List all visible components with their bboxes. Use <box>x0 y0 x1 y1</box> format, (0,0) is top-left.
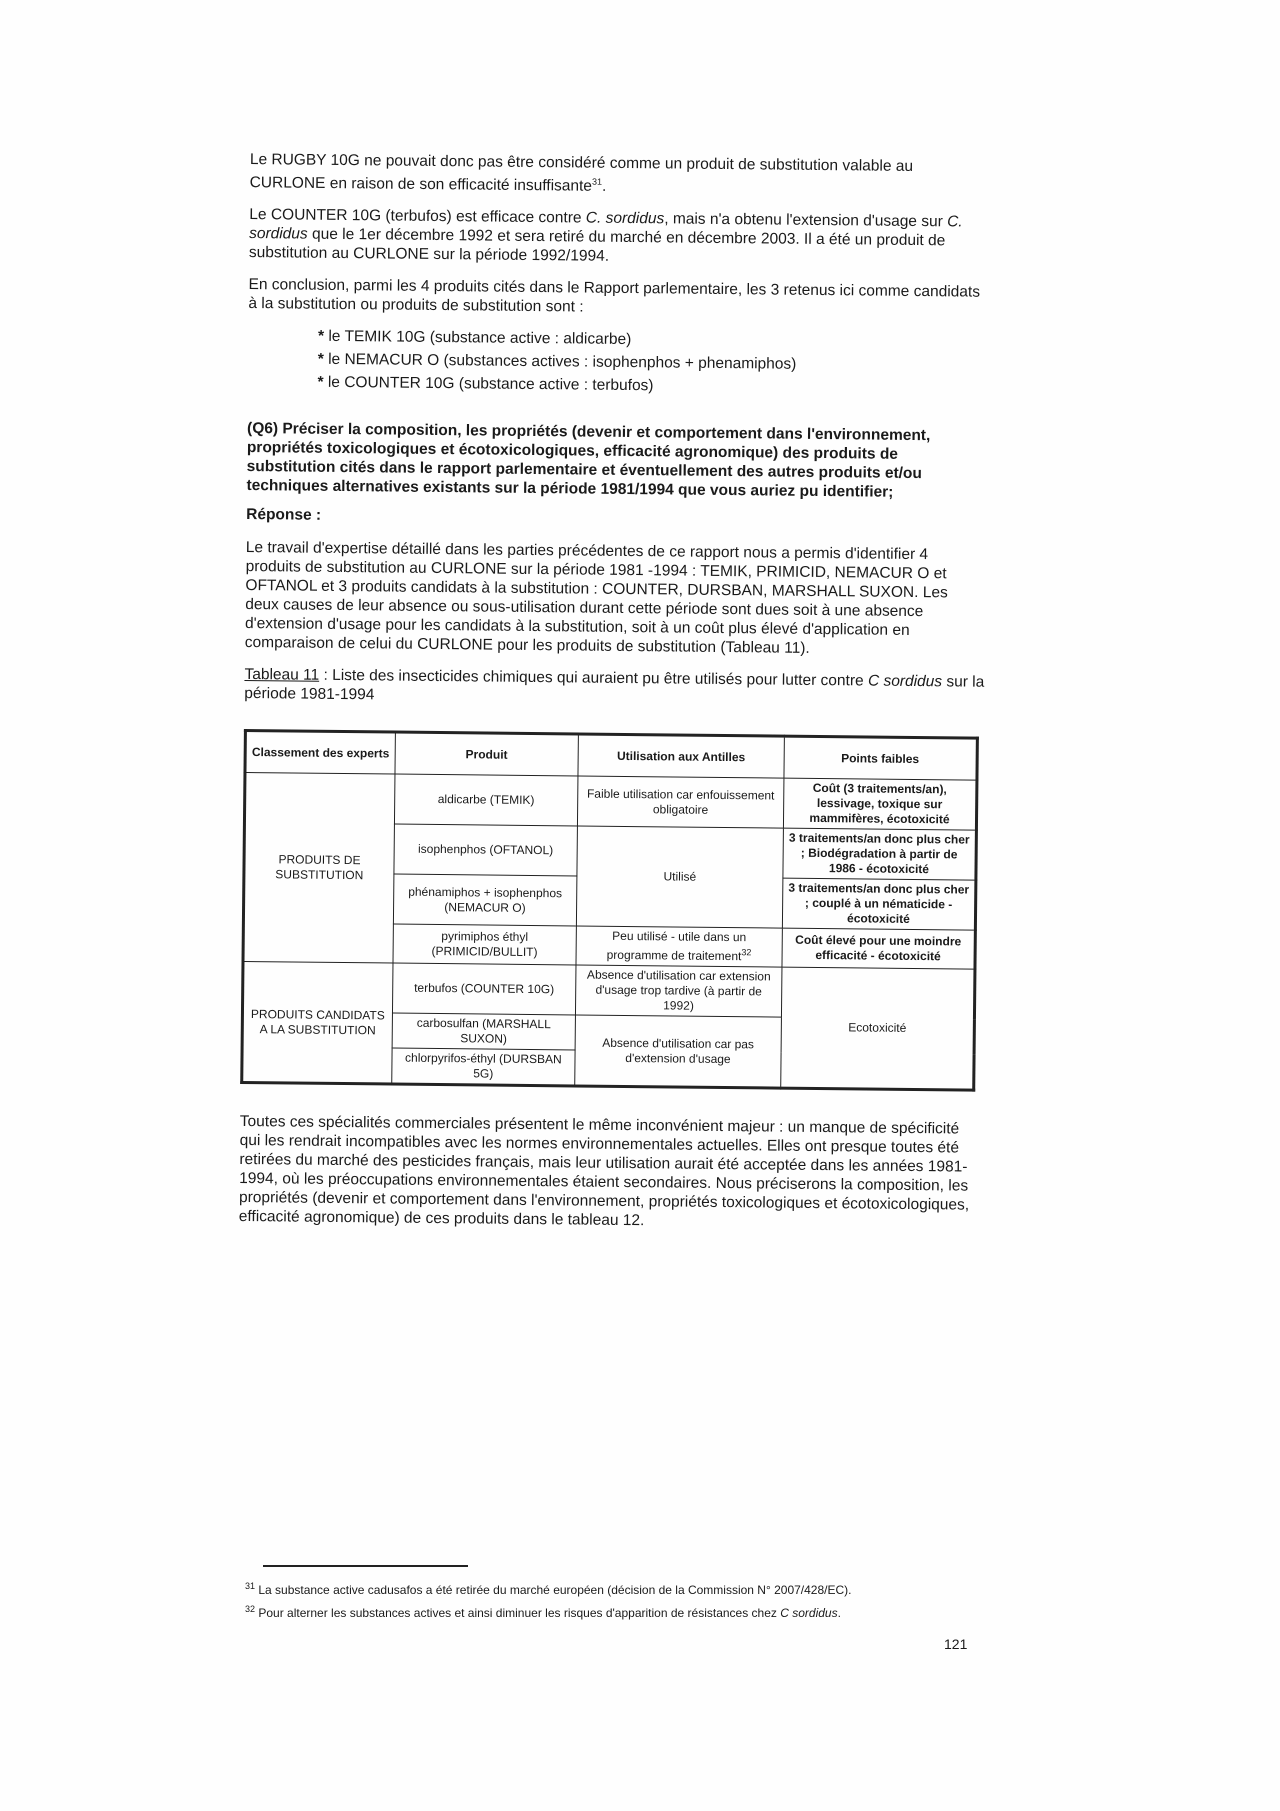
group-substitution: PRODUITS DE SUBSTITUTION <box>243 773 395 964</box>
table-caption <box>244 665 984 711</box>
list-item: * le COUNTER 10G (substance active : terbufos) <box>317 373 987 399</box>
cell-produit: pyrimiphos éthyl (PRIMICID/BULLIT) <box>393 924 577 965</box>
question-q6: (Q6) Préciser la composition, les propriétés (devenir et comportement dans l'environnement, propriétés toxicologiques et écotoxicologiques, efficacité agronomique) des produits de substitution cités dans le rapport parlementaire et éventuellement des autres produits et/ou techniques alternatives existants sur la période 1981/1994 que vous auriez pu identifier; <box>246 420 931 501</box>
list-item: * le TEMIK 10G (substance active : aldicarbe) <box>318 327 988 353</box>
answer-label: Réponse : <box>246 506 322 524</box>
group-candidats: PRODUITS CANDIDATS A LA SUBSTITUTION <box>242 962 393 1085</box>
table-row <box>244 773 976 831</box>
species-name: C sordidus <box>780 1606 838 1620</box>
cell-utilisation-text: Peu utilisé - utile dans un programme de traitement <box>606 928 747 964</box>
cell-produit: isophenphos (OFTANOL) <box>394 824 578 876</box>
cell-produit: chlorpyrifos-éthyl (DURSBAN 5G) <box>392 1048 576 1086</box>
footnote-32 <box>245 1601 985 1622</box>
counter-text-b: , mais n'a obtenu l'extension d'usage sur <box>664 210 948 231</box>
counter-text-a: Le COUNTER 10G (terbufos) est efficace contre <box>249 206 586 227</box>
header-produit: Produit <box>395 732 579 776</box>
footnote-ref-32: 32 <box>741 947 752 958</box>
header-utilisation: Utilisation aux Antilles <box>578 734 784 778</box>
cell-absence-merged: Absence d'utilisation car pas d'extension d'usage <box>575 1015 782 1088</box>
document-body <box>239 150 990 1247</box>
cell-produit: aldicarbe (TEMIK) <box>394 774 578 826</box>
species-name: C sordidus <box>867 672 943 691</box>
caption-text: : Liste des insecticides chimiques qui auraient pu être utilisés pour lutter contre <box>319 666 869 690</box>
cell-produit: phénamiphos + isophenphos (NEMACUR O) <box>393 874 577 926</box>
cell-points-faibles: 3 traitements/an donc plus cher ; couplé à un nématicide - écotoxicité <box>782 878 976 930</box>
species-name: C. sordidus <box>249 213 963 243</box>
cell-produit: terbufos (COUNTER 10G) <box>392 963 576 1015</box>
header-points-faibles: Points faibles <box>784 736 977 780</box>
bullet-list <box>317 327 988 399</box>
cell-utilisation: Absence d'utilisation car extension d'usage trop tardive (à partir de 1992) <box>575 965 781 1017</box>
paragraph-rugby <box>250 150 990 200</box>
paragraph-closing: Toutes ces spécialités commerciales présentent le même inconvénient majeur : un manque de spécificité qui les rendrait incompatibles avec les normes environnementales actuelles. Elles ont presque toutes été retirées du marché des pesticides français, mais leur utilisation aurait été acceptée dans les années 1981-1994, où les préoccupations environnementales étaient secondaires. Nous préciserons la composition, les propriétés (devenir et comportement dans l'environnement, propriétés toxicologiques et écotoxicologiques, efficacité agronomique) de ces produits dans le tableau 12. <box>238 1113 970 1230</box>
cell-points-faibles: Coût (3 traitements/an), lessivage, toxique sur mammifères, écotoxicité <box>783 778 977 830</box>
paragraph-rugby-end: . <box>601 177 607 195</box>
table-insecticides <box>240 729 979 1092</box>
footnote-number: 31 <box>245 1581 256 1591</box>
counter-text-c: que le 1er décembre 1992 et sera retiré du marché en décembre 2003. Il a été un produit de substitution au CURLONE sur la période 1992/1994. <box>248 225 946 265</box>
answer-text: Le travail d'expertise détaillé dans les parties précédentes de ce rapport nous a permis d'identifier 4 produits de substitution au CURLONE sur la période 1981 -1994 : TEMIK, PRIMICID, NEMACUR O et OFTANOL et 3 produits candidats à la substitution : COUNTER, DURSBAN, MARSHALL SUXON. Les deux causes de leur absence ou sous-utilisation durant cette période sont dues soit à une absence d'extension d'usage pour les candidats à la substitution, soit à un coût plus élevé d'application en comparaison de celui du CURLONE pour les produits de substitution (Tableau 11). <box>244 539 948 658</box>
footnote-divider <box>263 1565 468 1567</box>
footnote-number: 32 <box>245 1604 256 1614</box>
page-number: 121 <box>944 1636 968 1652</box>
cell-utilisation-merged: Utilisé <box>576 826 783 928</box>
species-name: C. sordidus <box>585 209 665 228</box>
footnote-31 <box>245 1578 985 1599</box>
cell-ecotoxicite-merged: Ecotoxicité <box>781 967 975 1090</box>
cell-utilisation <box>576 926 782 967</box>
cell-points-faibles: 3 traitements/an donc plus cher ; Biodégradation à partir de 1986 - écotoxicité <box>783 828 977 880</box>
footnotes <box>245 1578 985 1624</box>
header-classement: Classement des experts <box>245 731 395 775</box>
footnote-text-end: . <box>837 1606 841 1620</box>
cell-utilisation: Faible utilisation car enfouissement obligatoire <box>577 776 783 828</box>
footnote-ref-31: 31 <box>591 176 603 187</box>
paragraph-conclusion: En conclusion, parmi les 4 produits cités dans le Rapport parlementaire, les 3 retenus ici comme candidats à la substitution ou produits de substitution sont : <box>248 276 981 316</box>
table-row <box>242 962 974 1020</box>
cell-points-faibles: Coût élevé pour une moindre efficacité - écotoxicité <box>782 928 975 969</box>
paragraph-counter <box>249 205 990 270</box>
caption-text-end: sur la période 1981-1994 <box>244 673 985 704</box>
footnote-text: La substance active cadusafos a été retirée du marché européen (décision de la Commission N° 2007/428/EC). <box>255 1583 852 1597</box>
caption-label: Tableau 11 <box>244 666 320 684</box>
list-item: * le NEMACUR O (substances actives : isophenphos + phenamiphos) <box>318 350 988 376</box>
cell-produit: carbosulfan (MARSHALL SUXON) <box>392 1013 575 1050</box>
footnote-text: Pour alterner les substances actives et ainsi diminuer les risques d'apparition de résistances chez <box>255 1606 781 1620</box>
paragraph-rugby-text: Le RUGBY 10G ne pouvait donc pas être considéré comme un produit de substitution valable au CURLONE en raison de son efficacité insuffisante <box>249 150 914 195</box>
